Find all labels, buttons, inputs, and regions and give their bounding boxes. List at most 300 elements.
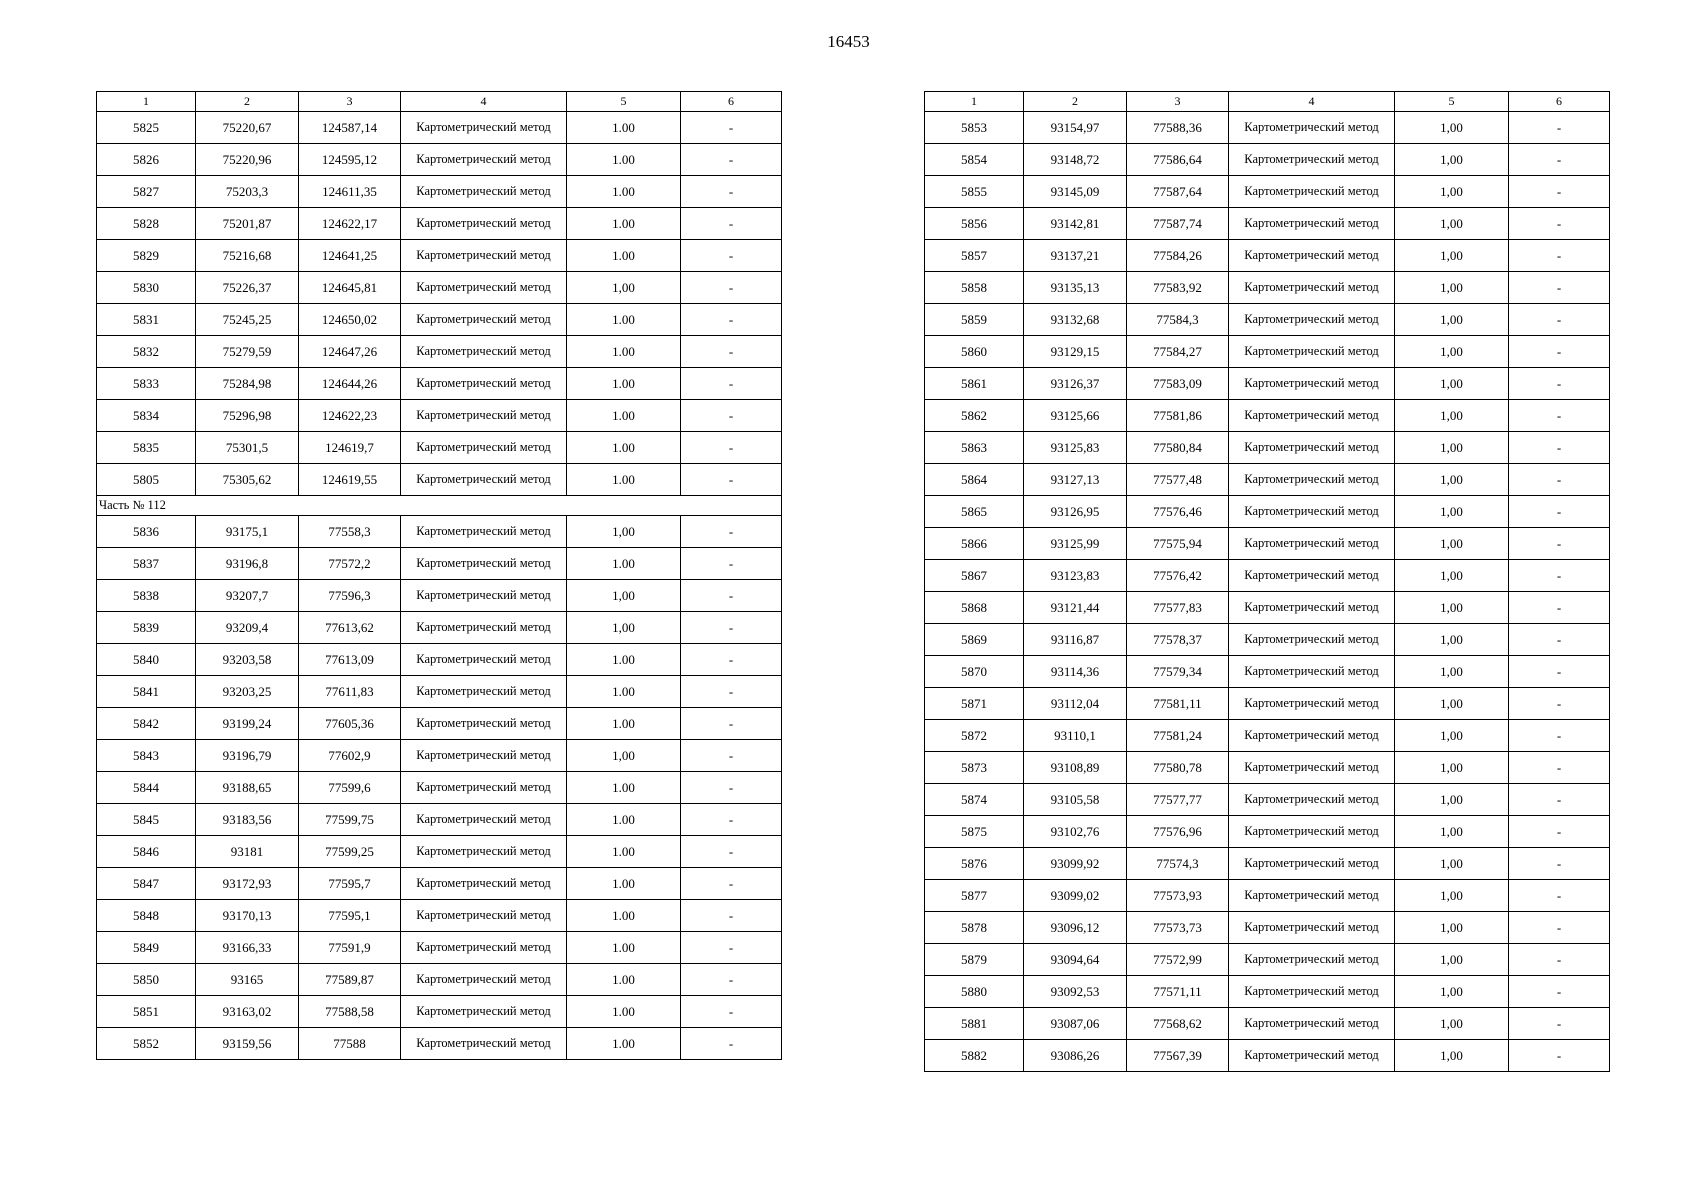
description-cell: -	[681, 240, 782, 272]
description-cell: -	[681, 932, 782, 964]
table-row	[925, 688, 1610, 720]
accuracy-cell: 1,00	[1395, 784, 1509, 816]
description-cell: -	[681, 740, 782, 772]
point-number-cell: 5840	[97, 644, 196, 676]
point-number-cell: 5842	[97, 708, 196, 740]
accuracy-cell: 1,00	[1395, 272, 1509, 304]
accuracy-cell: 1.00	[567, 932, 681, 964]
x-coordinate-cell: 75203,3	[196, 176, 299, 208]
y-coordinate-cell: 77576,96	[1127, 816, 1229, 848]
table-row	[97, 804, 782, 836]
table-row	[925, 432, 1610, 464]
point-number-cell: 5837	[97, 548, 196, 580]
accuracy-cell: 1.00	[567, 144, 681, 176]
description-cell: -	[1509, 1040, 1610, 1072]
description-cell: -	[1509, 592, 1610, 624]
description-cell: -	[681, 432, 782, 464]
table-row	[97, 112, 782, 144]
point-number-cell: 5825	[97, 112, 196, 144]
x-coordinate-cell: 93199,24	[196, 708, 299, 740]
description-cell: -	[1509, 272, 1610, 304]
description-cell: -	[681, 676, 782, 708]
y-coordinate-cell: 124641,25	[299, 240, 401, 272]
y-coordinate-cell: 77587,64	[1127, 176, 1229, 208]
table-row	[925, 368, 1610, 400]
y-coordinate-cell: 77581,24	[1127, 720, 1229, 752]
point-number-cell: 5828	[97, 208, 196, 240]
accuracy-cell: 1.00	[567, 964, 681, 996]
x-coordinate-cell: 93132,68	[1024, 304, 1127, 336]
point-number-cell: 5859	[925, 304, 1024, 336]
accuracy-cell: 1,00	[1395, 880, 1509, 912]
point-number-cell: 5845	[97, 804, 196, 836]
table-row	[97, 464, 782, 496]
accuracy-cell: 1.00	[567, 996, 681, 1028]
y-coordinate-cell: 77588	[299, 1028, 401, 1060]
method-cell: Картометрический метод	[401, 612, 567, 644]
section-row	[97, 496, 782, 516]
x-coordinate-cell: 75220,67	[196, 112, 299, 144]
description-cell: -	[681, 400, 782, 432]
point-number-cell: 5876	[925, 848, 1024, 880]
table-row	[97, 432, 782, 464]
method-cell: Картометрический метод	[1229, 944, 1395, 976]
y-coordinate-cell: 77584,26	[1127, 240, 1229, 272]
table-row	[97, 900, 782, 932]
accuracy-cell: 1.00	[567, 208, 681, 240]
method-cell: Картометрический метод	[1229, 880, 1395, 912]
description-cell: -	[681, 336, 782, 368]
accuracy-cell: 1,00	[1395, 464, 1509, 496]
point-number-cell: 5860	[925, 336, 1024, 368]
x-coordinate-cell: 93102,76	[1024, 816, 1127, 848]
description-cell: -	[681, 996, 782, 1028]
method-cell: Картометрический метод	[401, 112, 567, 144]
description-cell: -	[681, 208, 782, 240]
description-cell: -	[1509, 528, 1610, 560]
x-coordinate-cell: 75201,87	[196, 208, 299, 240]
point-number-cell: 5831	[97, 304, 196, 336]
description-cell: -	[681, 580, 782, 612]
y-coordinate-cell: 77588,36	[1127, 112, 1229, 144]
y-coordinate-cell: 124645,81	[299, 272, 401, 304]
accuracy-cell: 1,00	[567, 272, 681, 304]
description-cell: -	[1509, 720, 1610, 752]
x-coordinate-cell: 93087,06	[1024, 1008, 1127, 1040]
description-cell: -	[681, 836, 782, 868]
header-cell: 5	[1395, 92, 1509, 112]
accuracy-cell: 1.00	[567, 804, 681, 836]
point-number-cell: 5867	[925, 560, 1024, 592]
accuracy-cell: 1.00	[567, 464, 681, 496]
point-number-cell: 5848	[97, 900, 196, 932]
header-cell: 4	[401, 92, 567, 112]
description-cell: -	[681, 144, 782, 176]
method-cell: Картометрический метод	[1229, 176, 1395, 208]
point-number-cell: 5865	[925, 496, 1024, 528]
point-number-cell: 5805	[97, 464, 196, 496]
accuracy-cell: 1,00	[1395, 944, 1509, 976]
accuracy-cell: 1,00	[1395, 912, 1509, 944]
y-coordinate-cell: 77595,7	[299, 868, 401, 900]
table-row	[97, 740, 782, 772]
table-row	[925, 112, 1610, 144]
accuracy-cell: 1,00	[1395, 368, 1509, 400]
accuracy-cell: 1,00	[1395, 656, 1509, 688]
y-coordinate-cell: 77577,83	[1127, 592, 1229, 624]
table-row	[97, 240, 782, 272]
method-cell: Картометрический метод	[1229, 464, 1395, 496]
table-row	[925, 592, 1610, 624]
y-coordinate-cell: 77611,83	[299, 676, 401, 708]
accuracy-cell: 1.00	[567, 868, 681, 900]
x-coordinate-cell: 93159,56	[196, 1028, 299, 1060]
accuracy-cell: 1.00	[567, 548, 681, 580]
description-cell: -	[681, 112, 782, 144]
table-row	[925, 144, 1610, 176]
accuracy-cell: 1.00	[567, 400, 681, 432]
table-row	[925, 656, 1610, 688]
y-coordinate-cell: 124587,14	[299, 112, 401, 144]
coordinates-table-left	[96, 91, 782, 1060]
table-row	[925, 464, 1610, 496]
accuracy-cell: 1.00	[567, 304, 681, 336]
header-cell: 2	[196, 92, 299, 112]
x-coordinate-cell: 93099,92	[1024, 848, 1127, 880]
point-number-cell: 5832	[97, 336, 196, 368]
x-coordinate-cell: 93112,04	[1024, 688, 1127, 720]
description-cell: -	[1509, 976, 1610, 1008]
y-coordinate-cell: 77583,09	[1127, 368, 1229, 400]
point-number-cell: 5881	[925, 1008, 1024, 1040]
description-cell: -	[681, 644, 782, 676]
point-number-cell: 5879	[925, 944, 1024, 976]
method-cell: Картометрический метод	[401, 208, 567, 240]
description-cell: -	[1509, 752, 1610, 784]
x-coordinate-cell: 93183,56	[196, 804, 299, 836]
description-cell: -	[681, 272, 782, 304]
section-title: Часть № 112	[97, 496, 782, 516]
header-cell: 6	[681, 92, 782, 112]
table-row	[925, 1040, 1610, 1072]
method-cell: Картометрический метод	[401, 176, 567, 208]
point-number-cell: 5834	[97, 400, 196, 432]
accuracy-cell: 1.00	[567, 1028, 681, 1060]
accuracy-cell: 1,00	[1395, 240, 1509, 272]
point-number-cell: 5851	[97, 996, 196, 1028]
table-row	[925, 912, 1610, 944]
y-coordinate-cell: 77567,39	[1127, 1040, 1229, 1072]
x-coordinate-cell: 93154,97	[1024, 112, 1127, 144]
y-coordinate-cell: 77568,62	[1127, 1008, 1229, 1040]
accuracy-cell: 1.00	[567, 336, 681, 368]
method-cell: Картометрический метод	[1229, 752, 1395, 784]
y-coordinate-cell: 77584,27	[1127, 336, 1229, 368]
accuracy-cell: 1.00	[567, 176, 681, 208]
point-number-cell: 5853	[925, 112, 1024, 144]
y-coordinate-cell: 124619,55	[299, 464, 401, 496]
x-coordinate-cell: 75279,59	[196, 336, 299, 368]
header-cell: 1	[925, 92, 1024, 112]
method-cell: Картометрический метод	[401, 432, 567, 464]
x-coordinate-cell: 75216,68	[196, 240, 299, 272]
x-coordinate-cell: 75245,25	[196, 304, 299, 336]
method-cell: Картометрический метод	[401, 580, 567, 612]
description-cell: -	[1509, 304, 1610, 336]
description-cell: -	[1509, 496, 1610, 528]
y-coordinate-cell: 77580,78	[1127, 752, 1229, 784]
point-number-cell: 5854	[925, 144, 1024, 176]
x-coordinate-cell: 93086,26	[1024, 1040, 1127, 1072]
point-number-cell: 5861	[925, 368, 1024, 400]
method-cell: Картометрический метод	[401, 368, 567, 400]
description-cell: -	[1509, 848, 1610, 880]
accuracy-cell: 1,00	[1395, 624, 1509, 656]
x-coordinate-cell: 93105,58	[1024, 784, 1127, 816]
y-coordinate-cell: 77572,99	[1127, 944, 1229, 976]
header-cell: 2	[1024, 92, 1127, 112]
x-coordinate-cell: 93207,7	[196, 580, 299, 612]
x-coordinate-cell: 75296,98	[196, 400, 299, 432]
table-row	[97, 548, 782, 580]
accuracy-cell: 1,00	[1395, 688, 1509, 720]
y-coordinate-cell: 77578,37	[1127, 624, 1229, 656]
table-row	[925, 528, 1610, 560]
table-row	[925, 816, 1610, 848]
accuracy-cell: 1,00	[1395, 1040, 1509, 1072]
table-row	[97, 336, 782, 368]
point-number-cell: 5830	[97, 272, 196, 304]
point-number-cell: 5829	[97, 240, 196, 272]
method-cell: Картометрический метод	[401, 932, 567, 964]
method-cell: Картометрический метод	[1229, 560, 1395, 592]
table-row	[925, 752, 1610, 784]
coordinates-table-right	[924, 91, 1610, 1072]
point-number-cell: 5838	[97, 580, 196, 612]
method-cell: Картометрический метод	[1229, 144, 1395, 176]
point-number-cell: 5827	[97, 176, 196, 208]
description-cell: -	[1509, 624, 1610, 656]
accuracy-cell: 1.00	[567, 772, 681, 804]
table-row	[925, 272, 1610, 304]
y-coordinate-cell: 77602,9	[299, 740, 401, 772]
x-coordinate-cell: 75226,37	[196, 272, 299, 304]
x-coordinate-cell: 93170,13	[196, 900, 299, 932]
accuracy-cell: 1,00	[1395, 816, 1509, 848]
x-coordinate-cell: 93125,99	[1024, 528, 1127, 560]
method-cell: Картометрический метод	[401, 708, 567, 740]
point-number-cell: 5841	[97, 676, 196, 708]
y-coordinate-cell: 77586,64	[1127, 144, 1229, 176]
point-number-cell: 5882	[925, 1040, 1024, 1072]
y-coordinate-cell: 77573,73	[1127, 912, 1229, 944]
page-number: 16453	[827, 32, 870, 51]
header-row	[97, 92, 782, 112]
point-number-cell: 5833	[97, 368, 196, 400]
y-coordinate-cell: 77581,11	[1127, 688, 1229, 720]
description-cell: -	[1509, 656, 1610, 688]
y-coordinate-cell: 77595,1	[299, 900, 401, 932]
table-row	[97, 516, 782, 548]
accuracy-cell: 1,00	[1395, 848, 1509, 880]
method-cell: Картометрический метод	[1229, 336, 1395, 368]
method-cell: Картометрический метод	[1229, 272, 1395, 304]
table-row	[925, 880, 1610, 912]
y-coordinate-cell: 77599,6	[299, 772, 401, 804]
table-row	[97, 964, 782, 996]
accuracy-cell: 1,00	[1395, 752, 1509, 784]
method-cell: Картометрический метод	[1229, 528, 1395, 560]
y-coordinate-cell: 77577,48	[1127, 464, 1229, 496]
method-cell: Картометрический метод	[401, 676, 567, 708]
x-coordinate-cell: 93196,8	[196, 548, 299, 580]
table-row	[925, 1008, 1610, 1040]
description-cell: -	[1509, 560, 1610, 592]
header-row	[925, 92, 1610, 112]
point-number-cell: 5852	[97, 1028, 196, 1060]
x-coordinate-cell: 93142,81	[1024, 208, 1127, 240]
description-cell: -	[681, 708, 782, 740]
description-cell: -	[681, 900, 782, 932]
table-row	[925, 560, 1610, 592]
point-number-cell: 5847	[97, 868, 196, 900]
point-number-cell: 5843	[97, 740, 196, 772]
description-cell: -	[681, 464, 782, 496]
y-coordinate-cell: 77596,3	[299, 580, 401, 612]
description-cell: -	[1509, 464, 1610, 496]
method-cell: Картометрический метод	[1229, 1008, 1395, 1040]
x-coordinate-cell: 93148,72	[1024, 144, 1127, 176]
description-cell: -	[1509, 208, 1610, 240]
x-coordinate-cell: 75220,96	[196, 144, 299, 176]
y-coordinate-cell: 77613,09	[299, 644, 401, 676]
method-cell: Картометрический метод	[401, 964, 567, 996]
y-coordinate-cell: 124595,12	[299, 144, 401, 176]
x-coordinate-cell: 93145,09	[1024, 176, 1127, 208]
table-row	[97, 176, 782, 208]
table-row	[97, 676, 782, 708]
y-coordinate-cell: 77613,62	[299, 612, 401, 644]
y-coordinate-cell: 77605,36	[299, 708, 401, 740]
method-cell: Картометрический метод	[401, 548, 567, 580]
accuracy-cell: 1,00	[1395, 176, 1509, 208]
table-row	[925, 720, 1610, 752]
description-cell: -	[1509, 400, 1610, 432]
y-coordinate-cell: 77574,3	[1127, 848, 1229, 880]
method-cell: Картометрический метод	[1229, 592, 1395, 624]
accuracy-cell: 1,00	[1395, 976, 1509, 1008]
point-number-cell: 5869	[925, 624, 1024, 656]
description-cell: -	[1509, 784, 1610, 816]
description-cell: -	[681, 1028, 782, 1060]
method-cell: Картометрический метод	[401, 644, 567, 676]
point-number-cell: 5844	[97, 772, 196, 804]
table-row	[97, 400, 782, 432]
x-coordinate-cell: 93126,95	[1024, 496, 1127, 528]
accuracy-cell: 1,00	[1395, 400, 1509, 432]
y-coordinate-cell: 77599,25	[299, 836, 401, 868]
method-cell: Картометрический метод	[401, 836, 567, 868]
table-row	[925, 336, 1610, 368]
table-row	[97, 272, 782, 304]
point-number-cell: 5826	[97, 144, 196, 176]
y-coordinate-cell: 124611,35	[299, 176, 401, 208]
table-body	[925, 112, 1610, 1072]
point-number-cell: 5839	[97, 612, 196, 644]
y-coordinate-cell: 77576,46	[1127, 496, 1229, 528]
description-cell: -	[681, 612, 782, 644]
point-number-cell: 5858	[925, 272, 1024, 304]
y-coordinate-cell: 77580,84	[1127, 432, 1229, 464]
description-cell: -	[1509, 432, 1610, 464]
y-coordinate-cell: 77583,92	[1127, 272, 1229, 304]
x-coordinate-cell: 93203,58	[196, 644, 299, 676]
method-cell: Картометрический метод	[1229, 400, 1395, 432]
method-cell: Картометрический метод	[1229, 688, 1395, 720]
x-coordinate-cell: 93196,79	[196, 740, 299, 772]
method-cell: Картометрический метод	[1229, 432, 1395, 464]
accuracy-cell: 1,00	[567, 612, 681, 644]
accuracy-cell: 1,00	[1395, 496, 1509, 528]
x-coordinate-cell: 75301,5	[196, 432, 299, 464]
method-cell: Картометрический метод	[1229, 208, 1395, 240]
y-coordinate-cell: 124644,26	[299, 368, 401, 400]
accuracy-cell: 1,00	[1395, 1008, 1509, 1040]
table-row	[97, 144, 782, 176]
method-cell: Картометрический метод	[1229, 624, 1395, 656]
table-row	[97, 368, 782, 400]
accuracy-cell: 1,00	[1395, 144, 1509, 176]
table-row	[97, 1028, 782, 1060]
method-cell: Картометрический метод	[1229, 848, 1395, 880]
y-coordinate-cell: 77573,93	[1127, 880, 1229, 912]
table-row	[97, 772, 782, 804]
accuracy-cell: 1,00	[567, 740, 681, 772]
accuracy-cell: 1.00	[567, 240, 681, 272]
accuracy-cell: 1.00	[567, 112, 681, 144]
table-row	[97, 580, 782, 612]
table-row	[925, 176, 1610, 208]
accuracy-cell: 1,00	[1395, 432, 1509, 464]
header-cell: 3	[1127, 92, 1229, 112]
method-cell: Картометрический метод	[401, 740, 567, 772]
header-cell: 3	[299, 92, 401, 112]
x-coordinate-cell: 93129,15	[1024, 336, 1127, 368]
method-cell: Картометрический метод	[401, 304, 567, 336]
description-cell: -	[1509, 112, 1610, 144]
point-number-cell: 5863	[925, 432, 1024, 464]
y-coordinate-cell: 77588,58	[299, 996, 401, 1028]
x-coordinate-cell: 93125,83	[1024, 432, 1127, 464]
y-coordinate-cell: 77581,86	[1127, 400, 1229, 432]
method-cell: Картометрический метод	[1229, 816, 1395, 848]
point-number-cell: 5873	[925, 752, 1024, 784]
description-cell: -	[681, 964, 782, 996]
table-row	[925, 496, 1610, 528]
table-row	[925, 976, 1610, 1008]
y-coordinate-cell: 124647,26	[299, 336, 401, 368]
accuracy-cell: 1,00	[1395, 560, 1509, 592]
point-number-cell: 5874	[925, 784, 1024, 816]
point-number-cell: 5846	[97, 836, 196, 868]
x-coordinate-cell: 93166,33	[196, 932, 299, 964]
x-coordinate-cell: 93094,64	[1024, 944, 1127, 976]
point-number-cell: 5850	[97, 964, 196, 996]
description-cell: -	[681, 772, 782, 804]
accuracy-cell: 1,00	[1395, 336, 1509, 368]
method-cell: Картометрический метод	[401, 400, 567, 432]
x-coordinate-cell: 93135,13	[1024, 272, 1127, 304]
